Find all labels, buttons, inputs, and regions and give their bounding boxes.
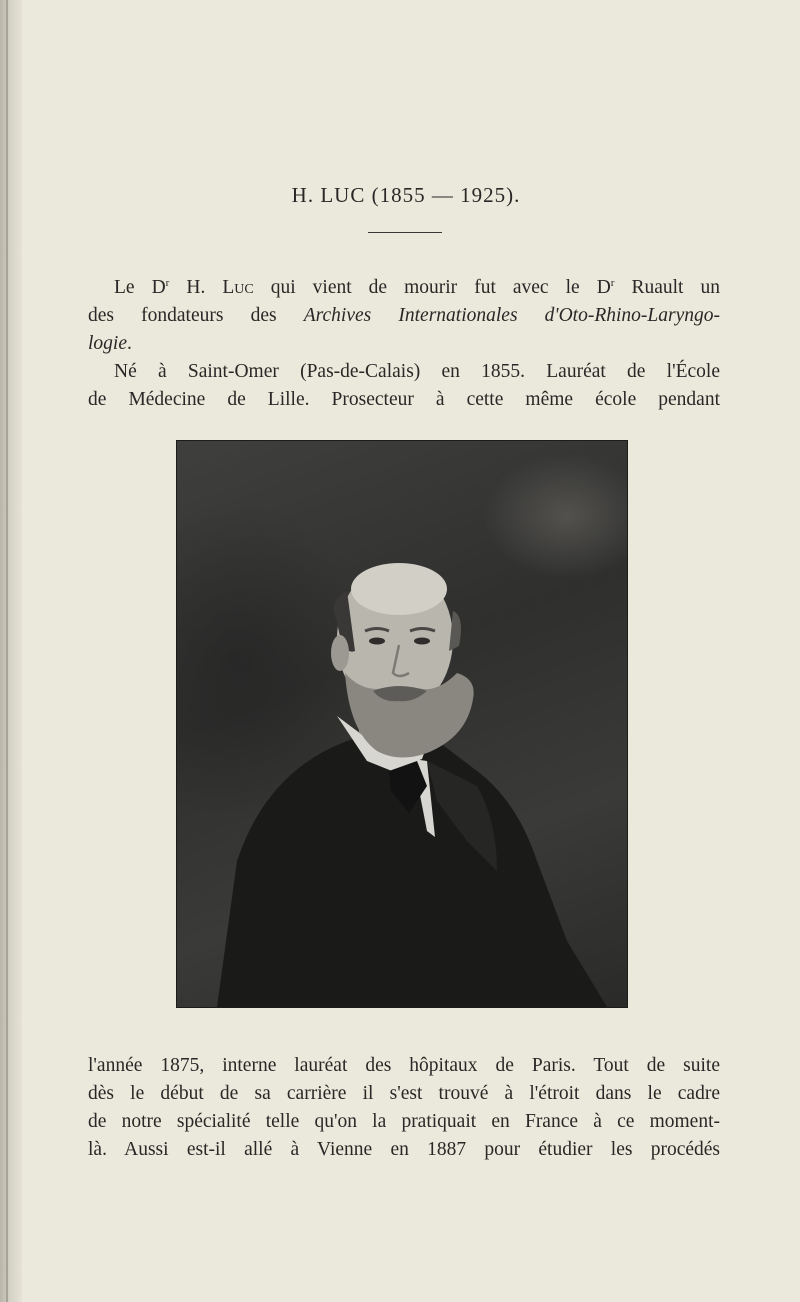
continuation-line-1: l'année 1875, interne lauréat des hôpitaux de Paris. Tout de suite: [88, 1055, 720, 1076]
intro-line-4: Né à Saint-Omer (Pas-de-Calais) en 1855. Lauréat de l'École: [114, 361, 720, 382]
title-rule: [368, 232, 442, 233]
journal-title-part-2: logie: [88, 333, 127, 354]
name-luc: Luc: [222, 277, 254, 298]
continuation-line-3: de notre spécialité telle qu'on la pratiquait en France à ce moment-: [88, 1111, 720, 1132]
journal-title-part-1: Archives Internationales d'Oto-Rhino-Laryngo-: [303, 305, 720, 326]
continuation-paragraph: [88, 1052, 720, 1164]
obituary-title: H. LUC (1855 — 1925).: [291, 183, 521, 207]
portrait-photograph: [176, 440, 628, 1008]
bald-crown: [351, 563, 447, 615]
intro-line-3: logie.: [88, 333, 132, 354]
left-eye: [369, 638, 385, 645]
intro-line-2: des fondateurs des Archives Internationales d'Oto-Rhino-Laryngo-: [88, 305, 720, 326]
ear: [331, 635, 349, 671]
portrait-figure: [177, 441, 627, 1007]
continuation-line-2: dès le début de sa carrière il s'est trouvé à l'étroit dans le cadre: [88, 1083, 720, 1104]
right-eye: [414, 638, 430, 645]
continuation-line-4: là. Aussi est-il allé à Vienne en 1887 pour étudier les procédés: [88, 1139, 720, 1160]
intro-line-5: de Médecine de Lille. Prosecteur à cette même école pendant: [88, 389, 720, 410]
intro-paragraph: [88, 274, 720, 414]
intro-line-1: Le $D^r$ H. Luc qui vient de mourir fut avec le $D^r$ Ruault un: [114, 277, 720, 298]
